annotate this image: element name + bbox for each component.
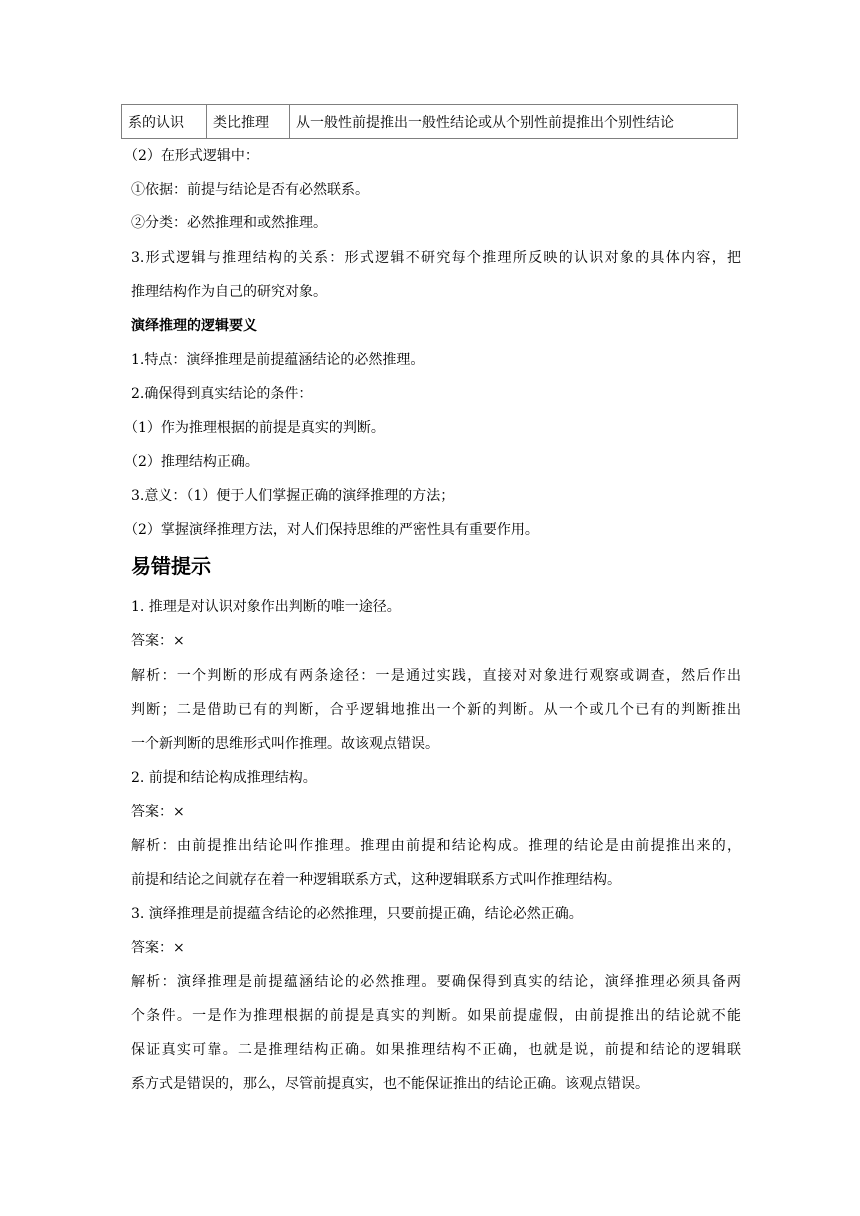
analysis-line: 个条件。一是作为推理根据的前提是真实的判断。如果前提虚假，由前提推出的结论就不能 xyxy=(131,1008,741,1024)
analysis-line: 系方式是错误的，那么，尽管前提真实，也不能保证推出的结论正确。该观点错误。 xyxy=(131,1076,649,1092)
table-cell: 从一般性前提推出一般性结论或从个别性前提推出个别性结论 xyxy=(290,105,738,139)
text-line: （2）推理结构正确。 xyxy=(124,454,259,470)
text-line: （1）作为推理根据的前提是真实的判断。 xyxy=(124,420,385,436)
analysis-line: 一个新判断的思维形式叫作推理。故该观点错误。 xyxy=(131,736,439,752)
answer-line: 答案：× xyxy=(131,940,185,956)
subheading: 演绎推理的逻辑要义 xyxy=(131,318,257,334)
analysis-line: 保证真实可靠。二是推理结构正确。如果推理结构不正确，也就是说，前提和结论的逻辑联 xyxy=(131,1042,741,1058)
table-row xyxy=(122,105,738,139)
table-cell: 系的认识 xyxy=(122,105,207,139)
analysis-line: 判断；二是借助已有的判断，合乎逻辑地推出一个新的判断。从一个或几个已有的判断推出 xyxy=(131,702,741,718)
text-line: ②分类：必然推理和或然推理。 xyxy=(131,215,327,231)
question-line: 2. 前提和结论构成推理结构。 xyxy=(131,770,317,786)
section-heading: 易错提示 xyxy=(131,554,211,578)
answer-line: 答案：× xyxy=(131,633,185,649)
table-cell: 类比推理 xyxy=(207,105,290,139)
analysis-line: 前提和结论之间就存在着一种逻辑联系方式，这种逻辑联系方式叫作推理结构。 xyxy=(131,872,621,888)
analysis-line: 解析：演绎推理是前提蕴涵结论的必然推理。要确保得到真实的结论，演绎推理必须具备两 xyxy=(131,974,741,990)
analysis-line: 解析：一个判断的形成有两条途径：一是通过实践，直接对对象进行观察或调查，然后作出 xyxy=(131,668,741,684)
question-line: 1. 推理是对认识对象作出判断的唯一途径。 xyxy=(131,599,401,615)
analysis-line: 解析：由前提推出结论叫作推理。推理由前提和结论构成。推理的结论是由前提推出来的， xyxy=(131,838,741,854)
text-line: 1.特点：演绎推理是前提蕴涵结论的必然推理。 xyxy=(131,352,425,368)
question-line: 3. 演绎推理是前提蕴含结论的必然推理，只要前提正确，结论必然正确。 xyxy=(131,906,583,922)
text-line: 2.确保得到真实结论的条件： xyxy=(131,386,313,402)
answer-line: 答案：× xyxy=(131,804,185,820)
text-line: （2）在形式逻辑中： xyxy=(124,148,259,164)
text-line: ①依据：前提与结论是否有必然联系。 xyxy=(131,182,369,198)
text-line: 推理结构作为自己的研究对象。 xyxy=(131,284,327,300)
text-line: （2）掌握演绎推理方法，对人们保持思维的严密性具有重要作用。 xyxy=(124,522,539,538)
table-fragment xyxy=(121,104,738,139)
text-line: 3.意义：（1）便于人们掌握正确的演绎推理的方法； xyxy=(131,488,455,504)
text-line: 3.形式逻辑与推理结构的关系：形式逻辑不研究每个推理所反映的认识对象的具体内容，把 xyxy=(131,250,741,266)
